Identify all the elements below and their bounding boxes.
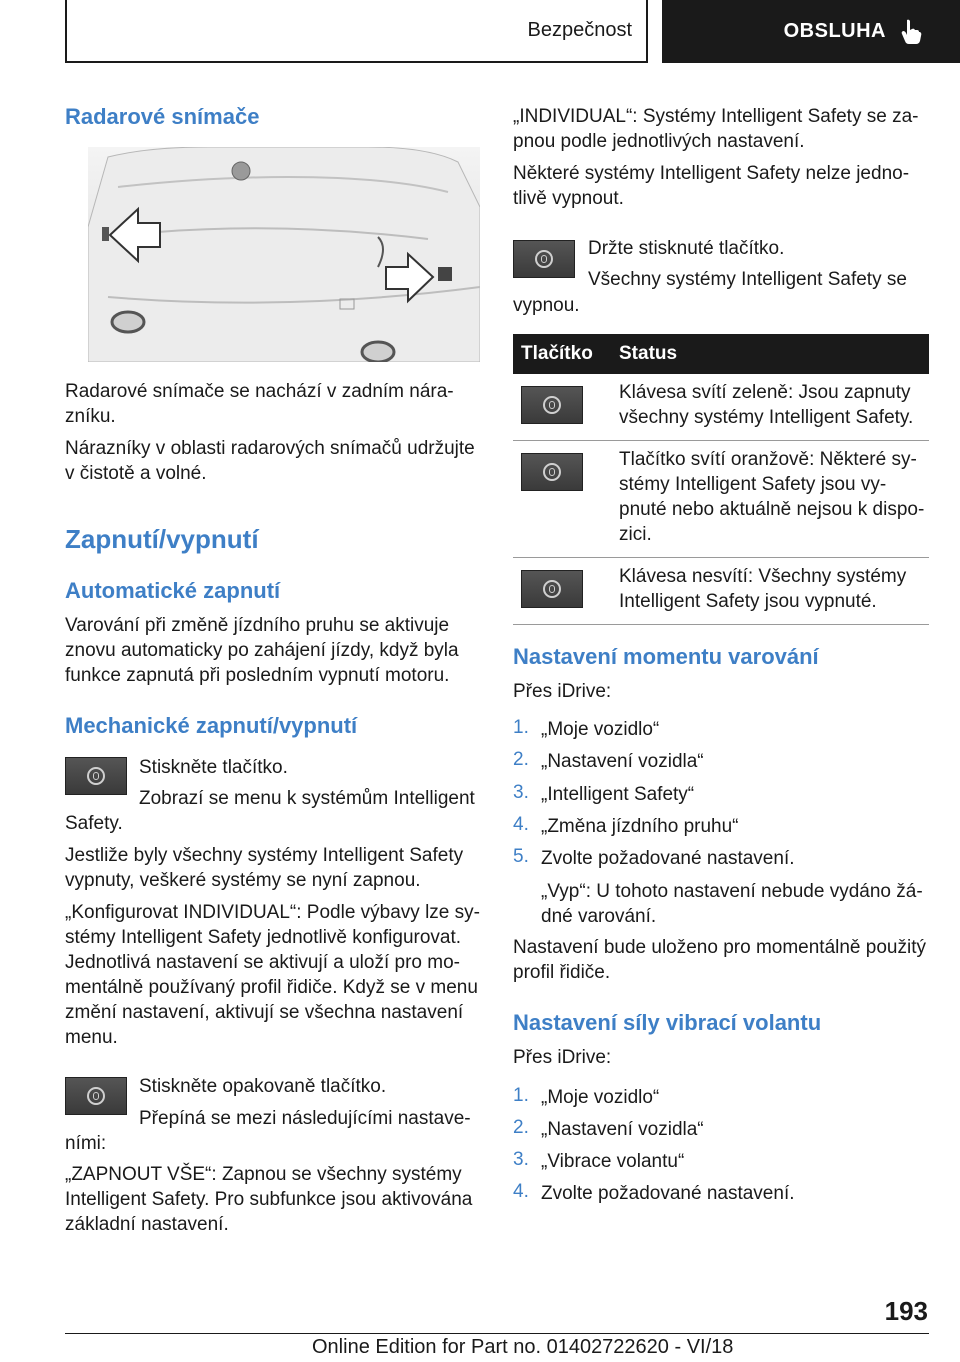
- table-row: [513, 374, 929, 441]
- cannot-off-text: Některé systémy Intelligent Safety nelze jedno- tlivě vypnout.: [513, 163, 910, 209]
- on-off-heading: Zapnutí/vypnutí: [65, 524, 259, 554]
- warning-timing-heading: Nastavení momentu varování: [513, 644, 819, 669]
- list-number: 3.: [513, 782, 529, 803]
- mech-text-1: Jestliže byly všechny systémy Intelligent Safety vypnuty, veškeré systémy se nyní zapnou.: [65, 845, 464, 891]
- list-item: „Nastavení vozidla“: [541, 751, 704, 772]
- safety-button-icon: [521, 386, 583, 424]
- list-item: „Nastavení vozidla“: [541, 1119, 704, 1140]
- settings-saved-text: Nastavení bude uloženo pro momentálně použitý profil řidiče.: [513, 937, 926, 983]
- hold-press-text: Držte stisknuté tlačítko.: [588, 238, 785, 259]
- footer-divider: [65, 1333, 929, 1334]
- list-number: 4.: [513, 814, 529, 835]
- table-row: [513, 441, 929, 558]
- header-chapter-tab: [662, 0, 960, 63]
- safety-button-icon: [65, 1077, 127, 1115]
- status-cell: Tlačítko svítí oranžově: Některé sy- stémy Intelligent Safety jsou vy- pnuté nebo aktuálně nejsou k dispo- zici.: [611, 441, 929, 558]
- table-header-button: Tlačítko: [513, 334, 611, 374]
- list-item: Zvolte požadované nastavení.: [541, 848, 795, 869]
- list-number: 1.: [513, 1085, 529, 1106]
- page-number: 193: [884, 1296, 928, 1326]
- safety-button-icon: [521, 453, 583, 491]
- list-number: 2.: [513, 749, 529, 770]
- safety-button-icon: [65, 757, 127, 795]
- mech-press-text: Stiskněte tlačítko.: [139, 757, 288, 778]
- list-item: „Intelligent Safety“: [541, 784, 695, 805]
- list-number: 2.: [513, 1117, 529, 1138]
- repeat-press-text: Stiskněte opakovaně tlačítko.: [139, 1076, 387, 1097]
- status-cell: Klávesa nesvítí: Všechny systémy Intelligent Safety jsou vypnuté.: [611, 558, 929, 625]
- mech-menu-line2: Safety.: [65, 813, 123, 834]
- list-item: „Vibrace volantu“: [541, 1151, 685, 1172]
- mech-text-2: „Konfigurovat INDIVIDUAL“: Podle výbavy lze sy- stémy Intelligent Safety jednotlivě konfigurovat. Jednotlivá nastavení se aktivují a uloží pro mo- mentálně používaný profil řidiče. Když se v menu změní nastavení, aktivují se všechna nastavení menu.: [65, 902, 480, 1048]
- list-item: Zvolte požadované nastavení.: [541, 1183, 795, 1204]
- auto-on-text: Varování při změně jízdního pruhu se aktivuje znovu automaticky po zahájení jízdy, když byla funkce zapnutá při posledním vypnutí motoru.: [65, 615, 459, 686]
- individual-text: „INDIVIDUAL“: Systémy Intelligent Safety se za- pnou podle jednotlivých nastavení.: [513, 106, 919, 152]
- radar-text-2: Nárazníky v oblasti radarových snímačů udržujte v čistotě a volné.: [65, 438, 475, 484]
- table-row: [513, 558, 929, 625]
- all-off-line1: Všechny systémy Intelligent Safety se: [588, 269, 907, 290]
- list-number: 3.: [513, 1149, 529, 1170]
- hand-pointer-icon: [900, 19, 922, 45]
- button-status-table: [513, 334, 929, 625]
- list-number: 1.: [513, 717, 529, 738]
- list-number: 5.: [513, 846, 529, 867]
- table-header-status: Status: [611, 334, 929, 374]
- header-section-title: [65, 0, 648, 63]
- section-title: Bezpečnost: [527, 19, 632, 41]
- vibration-heading: Nastavení síly vibrací volantu: [513, 1010, 822, 1035]
- repeat-switch-line1: Přepíná se mezi následujícími nastave-: [139, 1108, 471, 1129]
- all-on-text: „ZAPNOUT VŠE“: Zapnou se všechny systémy Intelligent Safety. Pro subfunkce jsou aktivována základní nastavení.: [65, 1164, 473, 1235]
- footer-edition: Online Edition for Part no. 01402722620 - VI/18: [312, 1336, 734, 1358]
- all-off-line2: vypnou.: [513, 295, 580, 316]
- vibration-via-idrive: Přes iDrive:: [513, 1047, 612, 1068]
- safety-button-icon: [521, 570, 583, 608]
- warning-off-note: „Vyp“: U tohoto nastavení nebude vydáno žá- dné varování.: [541, 881, 923, 927]
- status-cell: Klávesa svítí zeleně: Jsou zapnuty všechny systémy Intelligent Safety.: [611, 374, 929, 441]
- list-number: 4.: [513, 1181, 529, 1202]
- mech-on-off-heading: Mechanické zapnutí/vypnutí: [65, 713, 358, 738]
- warning-via-idrive: Přes iDrive:: [513, 681, 612, 702]
- safety-button-icon: [513, 240, 575, 278]
- mech-menu-line1: Zobrazí se menu k systémům Intelligent: [139, 788, 475, 809]
- auto-on-heading: Automatické zapnutí: [65, 578, 281, 603]
- radar-sensors-heading: Radarové snímače: [65, 104, 260, 129]
- car-rear-radar-image: [88, 147, 480, 362]
- list-item: „Změna jízdního pruhu“: [541, 816, 739, 837]
- list-item: „Moje vozidlo“: [541, 719, 660, 740]
- radar-text-1: Radarové snímače se nachází v zadním nára- zníku.: [65, 381, 454, 427]
- list-item: „Moje vozidlo“: [541, 1087, 660, 1108]
- repeat-switch-line2: ními:: [65, 1133, 107, 1154]
- chapter-title: OBSLUHA: [783, 20, 886, 42]
